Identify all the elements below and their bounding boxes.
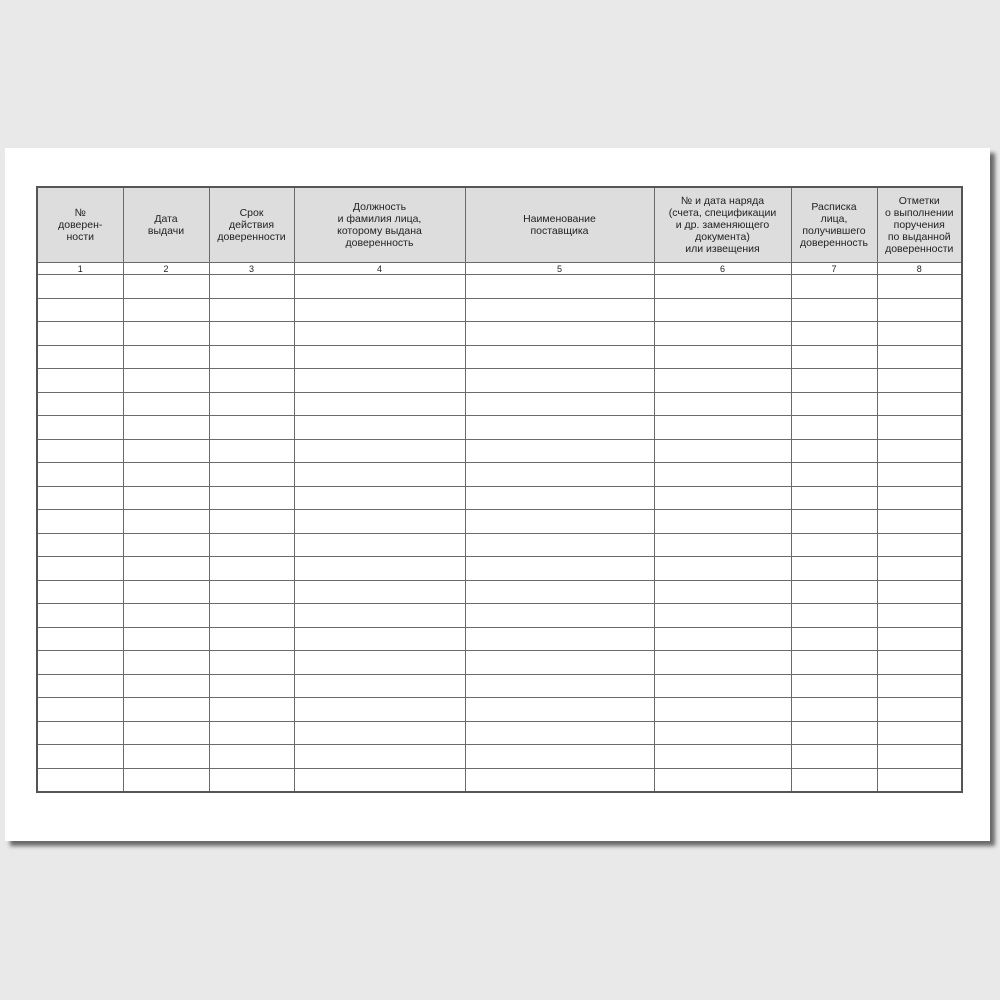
table-row [37,463,962,487]
table-cell[interactable] [209,392,294,416]
table-cell[interactable] [465,392,654,416]
table-cell[interactable] [123,580,209,604]
table-cell[interactable] [877,510,962,534]
column-header: Срок действия доверенности [209,187,294,263]
table-cell[interactable] [791,627,877,651]
table-cell[interactable] [294,580,465,604]
table-cell[interactable] [123,533,209,557]
table-row [37,768,962,792]
table-cell[interactable] [294,721,465,745]
table-cell[interactable] [465,298,654,322]
table-cell[interactable] [791,322,877,346]
table-cell[interactable] [294,439,465,463]
table-cell[interactable] [37,674,123,698]
column-number: 4 [294,263,465,275]
table-row [37,392,962,416]
column-header: Дата выдачи [123,187,209,263]
table-cell[interactable] [791,463,877,487]
table-cell[interactable] [791,674,877,698]
table-cell[interactable] [294,345,465,369]
table-cell[interactable] [37,416,123,440]
table-cell[interactable] [294,557,465,581]
table-row [37,322,962,346]
column-number: 2 [123,263,209,275]
table-cell[interactable] [465,510,654,534]
table-cell[interactable] [294,486,465,510]
table-cell[interactable] [791,580,877,604]
table-cell[interactable] [654,463,791,487]
table-cell[interactable] [209,533,294,557]
table-cell[interactable] [654,580,791,604]
column-header: № доверен- ности [37,187,123,263]
table-cell[interactable] [209,463,294,487]
column-number: 5 [465,263,654,275]
table-row [37,604,962,628]
power-of-attorney-journal-table [36,186,963,793]
table-cell[interactable] [654,768,791,792]
table-cell[interactable] [877,298,962,322]
table-cell[interactable] [294,416,465,440]
table-cell[interactable] [123,392,209,416]
table-cell[interactable] [294,651,465,675]
table-cell[interactable] [37,298,123,322]
table-cell[interactable] [123,322,209,346]
table-cell[interactable] [123,768,209,792]
table-cell[interactable] [654,651,791,675]
table-cell[interactable] [123,651,209,675]
table-cell[interactable] [37,698,123,722]
table-cell[interactable] [465,369,654,393]
table-cell[interactable] [877,392,962,416]
table-cell[interactable] [465,439,654,463]
table-cell[interactable] [209,627,294,651]
table-cell[interactable] [465,463,654,487]
table-cell[interactable] [294,745,465,769]
table-row [37,510,962,534]
table-cell[interactable] [123,369,209,393]
table-cell[interactable] [654,721,791,745]
table-cell[interactable] [209,721,294,745]
table-cell[interactable] [123,345,209,369]
table-row [37,557,962,581]
table-row [37,721,962,745]
column-header: Наименование поставщика [465,187,654,263]
table-cell[interactable] [37,510,123,534]
table-cell[interactable] [294,674,465,698]
table-cell[interactable] [209,345,294,369]
table-cell[interactable] [877,557,962,581]
table-cell[interactable] [791,416,877,440]
table-cell[interactable] [654,322,791,346]
table-row [37,298,962,322]
table-cell[interactable] [465,533,654,557]
table-cell[interactable] [294,604,465,628]
table-cell[interactable] [791,439,877,463]
table-cell[interactable] [791,345,877,369]
table-cell[interactable] [37,486,123,510]
table-cell[interactable] [209,557,294,581]
column-number: 1 [37,263,123,275]
table-cell[interactable] [465,275,654,299]
table-cell[interactable] [37,533,123,557]
table-row [37,345,962,369]
table-cell[interactable] [37,439,123,463]
table-cell[interactable] [877,698,962,722]
table-cell[interactable] [209,416,294,440]
column-header: № и дата наряда (счета, спецификации и др. заменяющего документа) или извещения [654,187,791,263]
table-cell[interactable] [37,392,123,416]
table-cell[interactable] [791,768,877,792]
table-cell[interactable] [654,392,791,416]
table-cell[interactable] [209,322,294,346]
table-cell[interactable] [209,604,294,628]
table-cell[interactable] [877,416,962,440]
table-cell[interactable] [123,510,209,534]
table-cell[interactable] [465,745,654,769]
table-cell[interactable] [654,275,791,299]
table-cell[interactable] [791,298,877,322]
table-cell[interactable] [654,345,791,369]
table-cell[interactable] [654,533,791,557]
table-cell[interactable] [465,674,654,698]
table-cell[interactable] [877,322,962,346]
table-cell[interactable] [654,486,791,510]
table-cell[interactable] [37,721,123,745]
table-cell[interactable] [123,486,209,510]
table-row [37,745,962,769]
table-cell[interactable] [123,698,209,722]
column-number: 3 [209,263,294,275]
table-cell[interactable] [791,510,877,534]
table-cell[interactable] [465,604,654,628]
table-cell[interactable] [877,486,962,510]
table-cell[interactable] [877,651,962,675]
table-cell[interactable] [791,486,877,510]
table-cell[interactable] [465,768,654,792]
table-cell[interactable] [791,698,877,722]
table-row [37,651,962,675]
table-cell[interactable] [877,627,962,651]
table-cell[interactable] [791,745,877,769]
table-cell[interactable] [791,533,877,557]
table-cell[interactable] [294,392,465,416]
table-cell[interactable] [123,745,209,769]
table-row [37,439,962,463]
table-row [37,416,962,440]
table-cell[interactable] [294,463,465,487]
journal-sheet [5,148,990,841]
table-cell[interactable] [123,674,209,698]
table-cell[interactable] [37,345,123,369]
column-number: 7 [791,263,877,275]
table-cell[interactable] [877,674,962,698]
table-cell[interactable] [209,768,294,792]
table-cell[interactable] [654,557,791,581]
table-cell[interactable] [209,580,294,604]
column-header: Отметки о выполнении поручения по выданной доверенности [877,187,962,263]
table-row [37,369,962,393]
table-cell[interactable] [877,275,962,299]
header-row [37,187,962,263]
table-cell[interactable] [877,369,962,393]
table-cell[interactable] [209,486,294,510]
table-cell[interactable] [209,439,294,463]
table-row [37,275,962,299]
table-row [37,627,962,651]
table-cell[interactable] [791,721,877,745]
table-cell[interactable] [123,721,209,745]
table-cell[interactable] [877,533,962,557]
table-row [37,674,962,698]
table-cell[interactable] [877,768,962,792]
table-cell[interactable] [209,674,294,698]
table-cell[interactable] [654,439,791,463]
table-cell[interactable] [37,369,123,393]
table-cell[interactable] [294,627,465,651]
table-cell[interactable] [294,298,465,322]
table-cell[interactable] [877,439,962,463]
table-cell[interactable] [294,698,465,722]
table-cell[interactable] [37,745,123,769]
column-number: 8 [877,263,962,275]
table-cell[interactable] [791,557,877,581]
table-cell[interactable] [123,557,209,581]
column-header: Должность и фамилия лица, которому выдана доверенность [294,187,465,263]
table-cell[interactable] [209,651,294,675]
journal-body [37,275,962,793]
table-cell[interactable] [791,392,877,416]
table-cell[interactable] [37,651,123,675]
table-cell[interactable] [123,439,209,463]
table-cell[interactable] [654,369,791,393]
table-cell[interactable] [37,322,123,346]
table-cell[interactable] [123,604,209,628]
table-cell[interactable] [37,604,123,628]
table-cell[interactable] [791,604,877,628]
table-cell[interactable] [123,627,209,651]
table-cell[interactable] [209,275,294,299]
table-row [37,533,962,557]
table-cell[interactable] [294,369,465,393]
table-cell[interactable] [654,510,791,534]
table-cell[interactable] [877,604,962,628]
table-cell[interactable] [791,369,877,393]
table-cell[interactable] [37,627,123,651]
table-cell[interactable] [465,416,654,440]
table-cell[interactable] [465,322,654,346]
table-cell[interactable] [877,721,962,745]
table-cell[interactable] [123,275,209,299]
table-row [37,698,962,722]
column-number-row [37,263,962,275]
table-cell[interactable] [877,463,962,487]
table-row [37,486,962,510]
table-cell[interactable] [123,298,209,322]
table-cell[interactable] [877,345,962,369]
table-cell[interactable] [123,463,209,487]
table-cell[interactable] [294,510,465,534]
table-cell[interactable] [654,604,791,628]
table-cell[interactable] [209,369,294,393]
table-cell[interactable] [294,768,465,792]
table-cell[interactable] [209,745,294,769]
table-cell[interactable] [37,768,123,792]
table-cell[interactable] [209,510,294,534]
table-cell[interactable] [465,721,654,745]
table-row [37,580,962,604]
table-cell[interactable] [209,298,294,322]
table-cell[interactable] [791,651,877,675]
table-cell[interactable] [654,298,791,322]
table-cell[interactable] [465,557,654,581]
table-cell[interactable] [465,698,654,722]
table-cell[interactable] [654,627,791,651]
table-cell[interactable] [209,698,294,722]
table-cell[interactable] [877,580,962,604]
table-cell[interactable] [465,345,654,369]
table-cell[interactable] [294,322,465,346]
column-number: 6 [654,263,791,275]
table-cell[interactable] [37,463,123,487]
table-cell[interactable] [294,533,465,557]
table-cell[interactable] [37,557,123,581]
column-header: Расписка лица, получившего доверенность [791,187,877,263]
table-cell[interactable] [294,275,465,299]
table-cell[interactable] [465,580,654,604]
table-cell[interactable] [791,275,877,299]
table-cell[interactable] [654,745,791,769]
table-cell[interactable] [123,416,209,440]
table-cell[interactable] [37,580,123,604]
table-cell[interactable] [654,698,791,722]
table-cell[interactable] [37,275,123,299]
table-cell[interactable] [465,486,654,510]
table-cell[interactable] [465,627,654,651]
table-cell[interactable] [465,651,654,675]
table-cell[interactable] [654,674,791,698]
table-cell[interactable] [877,745,962,769]
table-cell[interactable] [654,416,791,440]
